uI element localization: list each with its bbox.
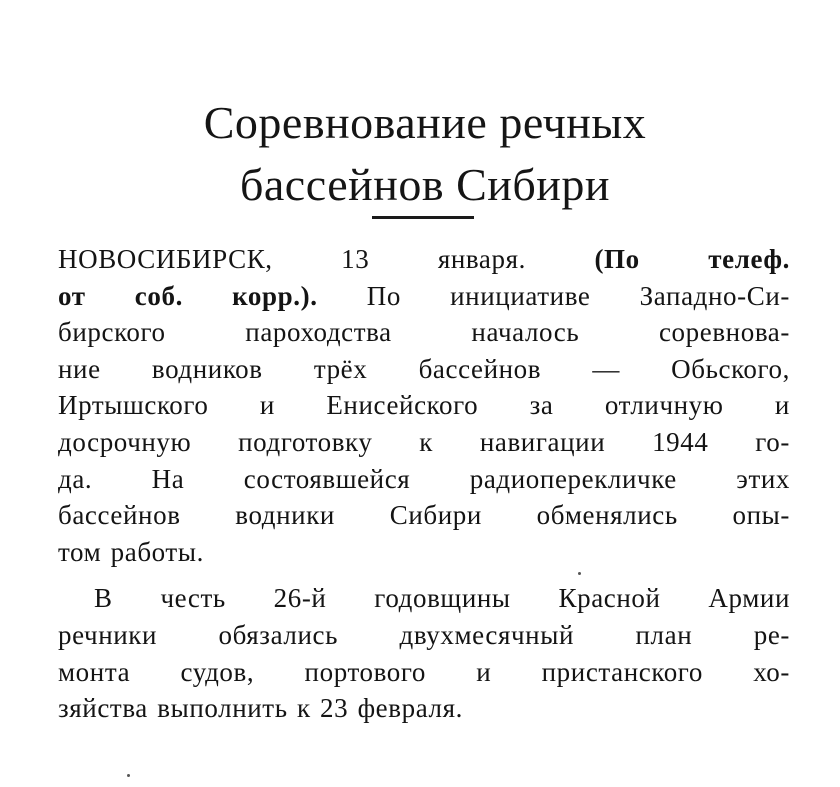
dateline: НОВОСИБИРСК, 13 января. [58,244,526,274]
headline-line-1: Соревнование речных [203,97,647,148]
paragraph-1-line-5: Иртышского и Енисейского за отличную и [58,390,790,421]
paragraph-1-line-4: ние водников трёх бассейнов — Обьского, [58,353,790,384]
paragraph-1 [58,241,790,570]
paragraph-1-line-2: от соб. корр.). По инициативе Западно-Си- [58,280,790,311]
paragraph-gap [58,570,790,580]
paragraph-1-line-8: бассейнов водники Сибири обменялись опы- [58,500,790,531]
headline-divider [372,216,474,219]
paragraph-1-line-1 [58,241,790,278]
headline-line-2: бассейнов Сибири [239,159,611,210]
paragraph-1-line-9: том работы. [58,536,204,567]
print-speck [578,572,581,575]
paragraph-2-line-3: монта судов, портового и пристанского хо- [58,656,790,687]
source-note-part-2: от соб. корр.). [58,280,318,311]
source-note-part-1: (По телеф. [594,244,790,274]
paragraph-2-line-1: В честь 26-й годовщины Красной Армии [94,583,790,614]
paragraph-2-line-4: зяйства выполнить к 23 февраля. [58,693,463,724]
paragraph-1-line-3: бирского пароходства началось соревнова- [58,317,790,348]
paragraph-1-line-7: да. На состоявшейся радиоперекличке этих [58,463,790,494]
article-headline [60,92,790,216]
paragraph-1-line-6: досрочную подготовку к навигации 1944 го- [58,426,790,457]
paragraph-2-line-2: речники обязались двухмесячный план ре- [58,619,790,650]
article-body [58,241,790,727]
paragraph-2 [58,580,790,726]
print-speck [127,774,130,777]
